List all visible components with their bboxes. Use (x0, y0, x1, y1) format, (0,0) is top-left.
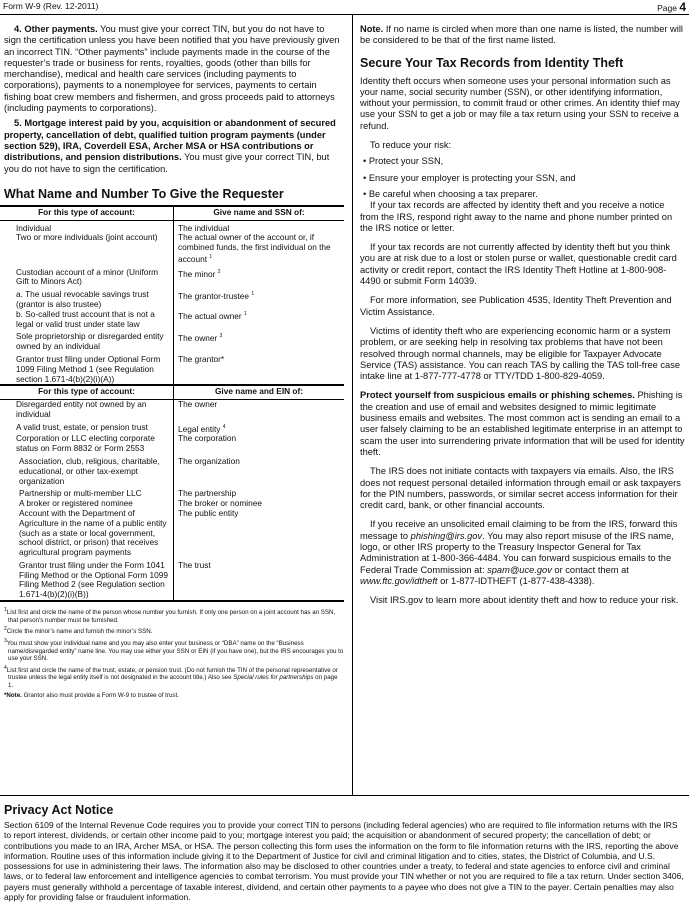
name-number-table (0, 205, 344, 602)
table-row: Account with the Department of Agriculture in the name of a public entity (such as a state or local government, school district, or prison) that receives agricultural program payments The public entity (0, 509, 344, 558)
form-revision: Form W-9 (Rev. 12-2011) (3, 1, 99, 11)
at-risk-paragraph: If your tax records are not currently affected by identity theft but you think you are at risk due to a lost or stolen purse or wallet, questionable credit card activity or credit report, contact the IRS Identity Theft Hotline at 1-800-908-4490 or submit Form 14039. (360, 242, 677, 287)
table-row: Partnership or multi-member LLC The partnership (0, 489, 344, 499)
table-row: A valid trust, estate, or pension trust Legal entity $^4$ (0, 423, 344, 435)
table-row: A broker or registered nominee The broker or nominee (0, 499, 344, 509)
table-footnotes (4, 607, 344, 699)
privacy-title: Privacy Act Notice (4, 803, 114, 817)
table-row: Custodian account of a minor (Uniform Gift to Minors Act) The minor $^2$ (0, 268, 344, 288)
table-header-row (0, 206, 344, 220)
table-row: Grantor trust filing under the Form 1041 Filing Method or the Optional Form 1099 Filing Method 2 (see Regulation section 1.671-4(b)(2)(i)(B)) The trust (0, 561, 344, 601)
page-header (0, 0, 689, 15)
affected-paragraph: If your tax records are affected by identity theft and you receive a notice from the IRS, respond right away to the name and phone number printed on the IRS notice or letter. (360, 200, 673, 233)
victims-paragraph: Victims of identity theft who are experiencing economic harm or a system problem, or are seeking help in resolving tax problems that have not been resolved through normal channels, may be eligible for Taxpayer Advocate Service (TAS) assistance. You can reach TAS by calling the TAS toll-free case intake line at 1-877-777-4778 or TTY/TDD 1-800-829-4059. (360, 325, 681, 382)
page-word: Page (657, 3, 677, 13)
item-5-title: 5. Mortgage interest paid by you, acquisition or abandonment of secured property, cancellation of debt, qualified tuition program payments (under section 529), IRA, Coverdell ESA, Archer MSA or HSA contributions or distributions, and pension distributions. (4, 118, 336, 163)
irs-contact-paragraph: The IRS does not initiate contacts with taxpayers via emails. Also, the IRS does not request personal detailed information through email or ask taxpayers for the PIN numbers, passwords, or similar secret access information for their credit card, bank, or other financial accounts. (360, 466, 681, 511)
phishing-paragraph: Protect yourself from suspicious emails or phishing schemes. Phishing is the creation and use of email and websites designed to mimic legitimate business emails and websites. The most common act is sending an email to a user falsely claiming to be an established legitimate enterprise in an attempt to scam the user into surrendering private information that will be used for identity theft. (360, 390, 685, 457)
privacy-text: Section 6109 of the Internal Revenue Code requires you to provide your correct TIN to persons (including federal agencies) who are required to file information returns with the IRS to report interest, dividends, or certain other income paid to you; mortgage interest you paid; the acquisition or abandonment of secured property; the cancellation of debt; or contributions you made to an IRA, Archer MSA, or HSA. The person collecting this form uses the information on the form to file information returns with the IRS, reporting the above information. Routine uses of this information include giving it to the Department of Justice for civil and criminal litigation and to cities, states, the District of Columbia, and U.S. possessions for use in administering their laws. The information also may be disclosed to other countries under a treaty, to federal and state agencies to enforce civil and criminal laws, or to federal law enforcement and intelligence agencies to combat terrorism. You must provide your TIN whether or not you are required to file a tax return. Under section 3406, payers must generally withhold a percentage of taxable interest, dividend, and certain other payments to a payee who does not give a TIN to the payer. Certain penalties may also apply for providing false or fraudulent information. (4, 820, 684, 903)
table-row: a. The usual revocable savings trust (grantor is also trustee) The grantor-trustee $^1$ (0, 290, 344, 310)
item-5-paragraph (4, 118, 344, 174)
table-row: Association, club, religious, charitable, educational, or other tax-exempt organization The organization (0, 457, 344, 486)
table-row: Disregarded entity not owned by an individual The owner (0, 400, 344, 420)
col-header-account-2: For this type of account: (0, 385, 174, 399)
item-5-text: You must give your correct TIN, but you do not have to sign the certification. (4, 152, 330, 174)
footnote-3: $^3$You must show your individual name and you may also enter your business or “DBA” name on the “Business name/disregarded entity” name line. You may use either your SSN or EIN (if you have one), but the IRS encourages you to use your SSN. (4, 637, 344, 663)
right-column (360, 24, 685, 606)
footnote-note: *Note. Grantor also must provide a Form W-9 to trustee of trust. (4, 691, 179, 699)
unsolicited-email-paragraph: If you receive an unsolicited email claiming to be from the IRS, forward this message to phishing@irs.gov. You may also report misuse of the IRS name, logo, or other IRS property to the Treasury Inspector General for Tax Administration at 1-800-366-4484. You can forward suspicious emails to the Federal Trade Commission at: spam@uce.gov or contact them at www.ftc.gov/idtheft or 1-877-IDTHEFT (1-877-438-4338). (360, 519, 678, 586)
note-paragraph: Note. If no name is circled when more than one name is listed, the number will be considered to be that of the first name listed. (360, 24, 683, 46)
page-number: 4 (679, 0, 686, 14)
table-header-row (0, 385, 344, 399)
item-4-title: 4. Other payments. (14, 24, 98, 34)
footnote-4: $^4$List first and circle the name of the trust, estate, or pension trust. (Do not furnish the TIN of the personal representative or trustee unless the legal entity itself is not designated in the account title.) Also see Special rules for partnerships on page 1. (4, 664, 338, 690)
footnote-1: $^1$List first and circle the name of the person whose number you furnish. If only one person on a joint account has an SSN, that person’s number must be furnished. (4, 607, 336, 624)
col-header-ein: Give name and EIN of: (174, 385, 345, 399)
table-row: Corporation or LLC electing corporate status on Form 8832 or Form 2553 The corporation (0, 434, 344, 454)
table-row: Two or more individuals (joint account) The actual owner of the account or, if combined funds, the first individual on the account $^1$ (0, 233, 344, 264)
bullet-employer: • Ensure your employer is protecting your SSN, and (363, 172, 576, 183)
reduce-risk-text: To reduce your risk: (370, 140, 452, 151)
footnote-2: $^2$Circle the minor’s name and furnish the minor’s SSN. (4, 626, 153, 636)
table-row: Grantor trust filing under Optional Form 1099 Filing Method 1 (see Regulation section 1.671-4(b)(2)(i)(A)) The grantor* (0, 355, 344, 385)
identity-theft-intro: Identity theft occurs when someone uses your personal information such as your name, social security number (SSN), or other identifying information, without your permission, to commit fraud or other crimes. An identity thief may use your SSN to get a job or may file a tax return using your SSN to receive a refund. (360, 75, 680, 131)
identity-theft-title: Secure Your Tax Records from Identity Theft (360, 55, 624, 70)
item-4-text: You must give your correct TIN, but you do not have to sign the certification unless you have been notified that you have previously given an incorrect TIN. “Other payments” include payments made in the course of the requester’s trade or business for rents, royalties, goods (other than bills for merchandise), medical and health care services (including payments to corporations), payments to a nonemployee for services, payments to certain fishing boat crew members and fishermen, and gross proceeds paid to attorneys (including payments to corporations). (4, 24, 340, 114)
section-rule (0, 795, 689, 796)
bullet-protect-ssn: • Protect your SSN, (363, 156, 444, 167)
left-column (4, 24, 344, 701)
column-divider (352, 15, 353, 796)
item-4-paragraph (4, 24, 344, 114)
privacy-act-section (4, 803, 686, 902)
table-row: b. So-called trust account that is not a legal or valid trust under state law The actual owner $^1$ (0, 310, 344, 330)
page-indicator (657, 0, 686, 14)
col-header-ssn: Give name and SSN of: (174, 206, 345, 220)
col-header-account: For this type of account: (0, 206, 174, 220)
table-row: Individual The individual (0, 224, 344, 234)
requester-section-title: What Name and Number To Give the Requester (4, 186, 284, 201)
bullet-preparer: • Be careful when choosing a tax preparer. (363, 188, 538, 199)
table-row: Sole proprietorship or disregarded entity owned by an individual The owner $^3$ (0, 332, 344, 352)
more-info-paragraph: For more information, see Publication 4535, Identity Theft Prevention and Victim Assistance. (360, 295, 672, 317)
visit-irs-paragraph: Visit IRS.gov to learn more about identity theft and how to reduce your risk. (370, 595, 679, 606)
